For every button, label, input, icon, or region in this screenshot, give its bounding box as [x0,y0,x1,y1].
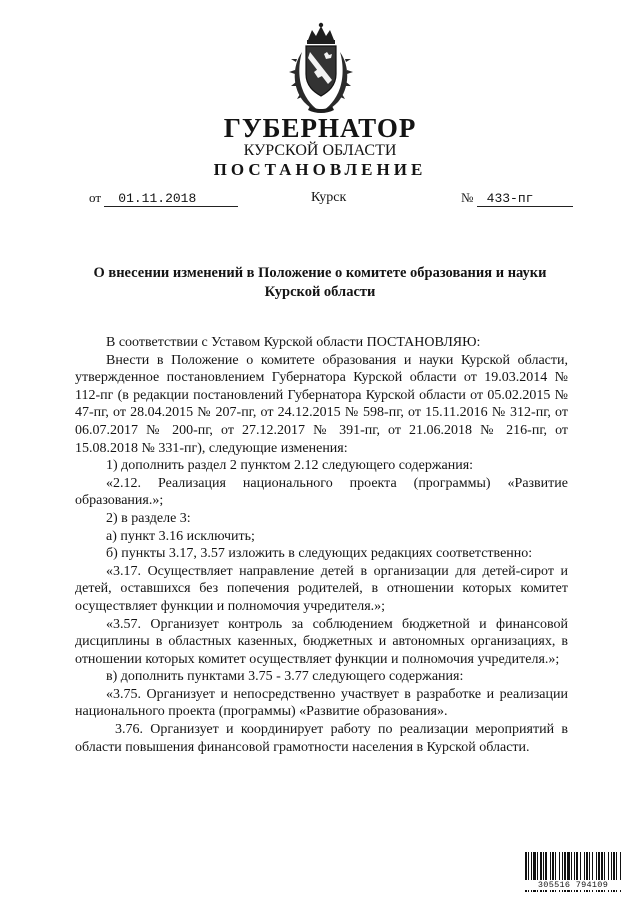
paragraph-item-1: 1) дополнить раздел 2 пунктом 2.12 следующего содержания: [106,458,474,474]
document-subject [85,264,555,302]
header-title: ГУБЕРНАТОР [223,113,417,143]
date-prefix: от [89,190,102,205]
barcode-number: 305516 794109 [521,880,625,890]
paragraph-item-v: в) дополнить пунктами 3.75 - 3.77 следующего содержания: [106,669,464,685]
city: Курск [311,190,347,205]
paragraph-item-2-12: «2.12. Реализация национального проекта (программы) «Развитие образования.»; [75,475,568,509]
paragraph-item-3-75: «3.75. Организует и непосредственно участвует в разработке и реализации национального проекта (программы) «Развитие образования». [75,686,568,720]
paragraph-item-a: а) пункт 3.16 исключить; [106,528,255,544]
document-date: 01.11.2018 [104,191,238,207]
paragraph-item-3-76: 3.76. Организует и координирует работу по реализации мероприятий в области повышения финансовой грамотности населения в Курской области. [75,722,568,755]
paragraph-item-b: б) пункты 3.17, 3.57 изложить в следующих редакциях соответственно: [106,546,533,562]
paragraph-main: Внести в Положение о комитете образования и науки Курской области, утвержденное постановлением Губернатора Курской области от 19.03.2014 № 112-пг (в редакции постановлений Губернатора Курской области от 05.02.2015 № 47-пг, от 28.04.2015 № 207-пг, от 24.12.2015 № 598-пг, от 15.11.2016 № 312-пг, от 06.07.2017 № 200-пг, от 27.12.2017 № 391-пг, от 21.06.2018 № 216-пг, от 15.08.2018 № 331-пг), следующие изменения: [75,352,568,456]
paragraph-item-3-57: «3.57. Организует контроль за соблюдением бюджетной и финансовой дисциплины в областных казенных, бюджетных и автономных организациях, в отношении которых комитет осуществляет функции и полномочия учредителя.»; [75,616,568,667]
paragraph-item-3-17: «3.17. Осуществляет направление детей в организации для детей-сирот и детей, оставшихся без попечения родителей, в отношении которых комитет осуществляет функции и полномочия учредителя.»; [75,563,568,614]
subject-line-1: О внесении изменений в Положение о комитете образования и науки [93,265,547,281]
number-prefix: № [461,190,474,205]
number-field [461,190,573,207]
document-type: ПОСТАНОВЛЕНИЕ [213,160,427,179]
document-number: 433-пг [477,191,573,207]
document-body [75,334,568,756]
header-region: КУРСКОЙ ОБЛАСТИ [243,142,397,159]
subject-line-2: Курской области [264,284,376,300]
paragraph-item-2: 2) в разделе 3: [106,510,191,526]
coat-of-arms-icon [288,22,354,114]
date-field [89,190,238,207]
paragraph-preamble: В соответствии с Уставом Курской области ПОСТАНОВЛЯЮ: [106,335,481,350]
